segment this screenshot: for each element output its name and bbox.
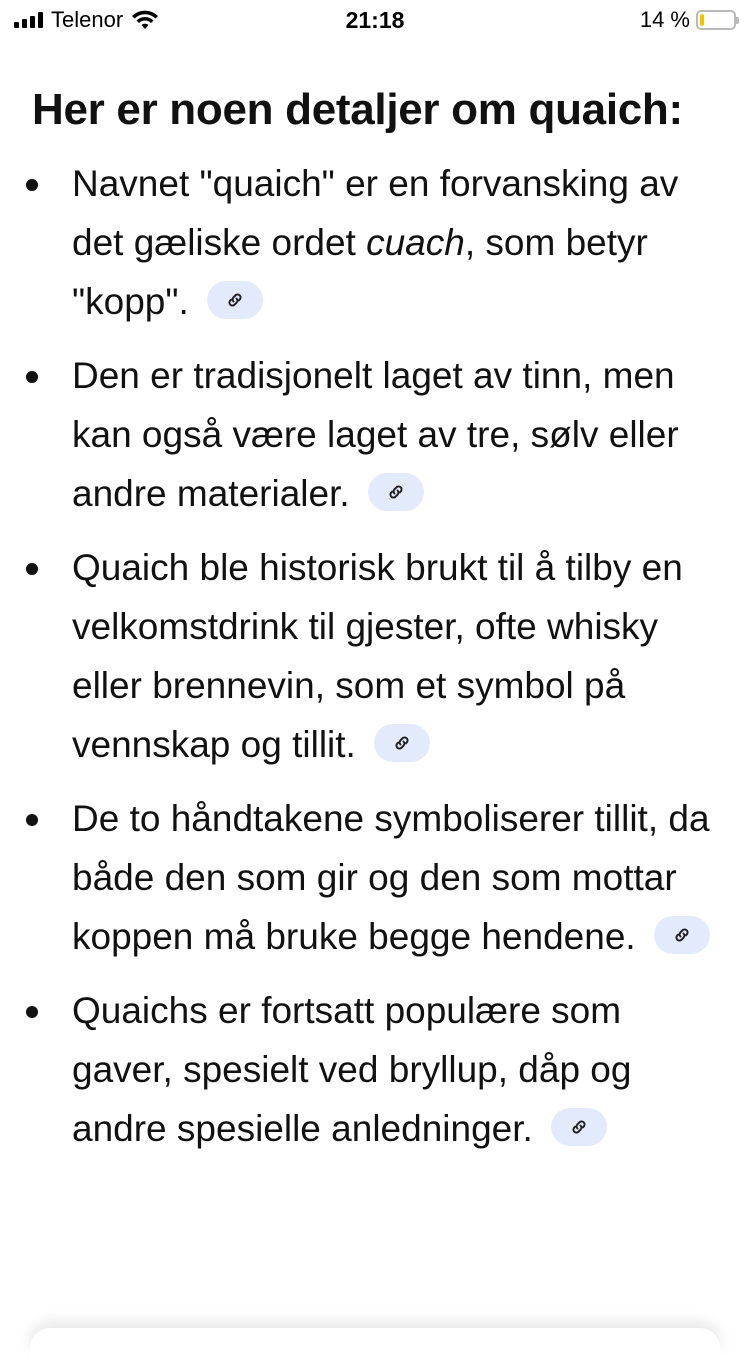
bullet-dot-icon (26, 371, 38, 383)
battery-level (700, 14, 704, 26)
citation-link-button[interactable] (207, 281, 263, 319)
link-icon (393, 734, 411, 752)
answer-bullet-list (32, 154, 718, 1158)
bullet-dot-icon (26, 179, 38, 191)
bottom-sheet-edge[interactable] (30, 1328, 720, 1354)
answer-content (0, 78, 750, 1173)
status-right (476, 7, 736, 33)
bullet-dot-icon (26, 814, 38, 826)
bullet-text: De to håndtakene symboliserer tillit, da både den som gir og den som mottar koppen må bruke begge hendene. (72, 798, 710, 957)
carrier-name: Telenor (51, 7, 123, 33)
link-icon (387, 483, 405, 501)
signal-icon (14, 12, 43, 28)
bullet-item (32, 538, 718, 774)
bullet-item (32, 346, 718, 523)
bullet-text: Den er tradisjonelt laget av tinn, men kan også være laget av tre, sølv eller andre materialer. (72, 355, 679, 514)
bullet-dot-icon (26, 563, 38, 575)
status-bar (0, 0, 750, 40)
citation-link-button[interactable] (551, 1108, 607, 1146)
clock: 21:18 (0, 7, 750, 34)
bullet-dot-icon (26, 1006, 38, 1018)
bullet-text: Navnet "quaich" er en forvansking av det gæliske ordet (72, 163, 678, 263)
battery-icon (696, 10, 736, 30)
citation-link-button[interactable] (368, 473, 424, 511)
bullet-item (32, 154, 718, 331)
bullet-text-end: , som betyr "kopp". (72, 222, 648, 322)
citation-link-button[interactable] (654, 916, 710, 954)
battery-percent: 14 % (640, 7, 690, 33)
wifi-icon (131, 9, 159, 31)
bullet-text: Quaich ble historisk brukt til å tilby en velkomstdrink til gjester, ofte whisky eller brennevin, som et symbol på vennskap og tillit. (72, 547, 683, 765)
bullet-item (32, 981, 718, 1158)
link-icon (226, 291, 244, 309)
link-icon (673, 926, 691, 944)
bullet-emphasis: cuach (366, 222, 465, 263)
answer-title: Her er noen detaljer om quaich: (32, 78, 718, 142)
bullet-item (32, 789, 718, 966)
status-left (14, 7, 274, 33)
bullet-text: Quaichs er fortsatt populære som gaver, spesielt ved bryllup, dåp og andre spesielle anledninger. (72, 990, 631, 1149)
citation-link-button[interactable] (374, 724, 430, 762)
link-icon (570, 1118, 588, 1136)
